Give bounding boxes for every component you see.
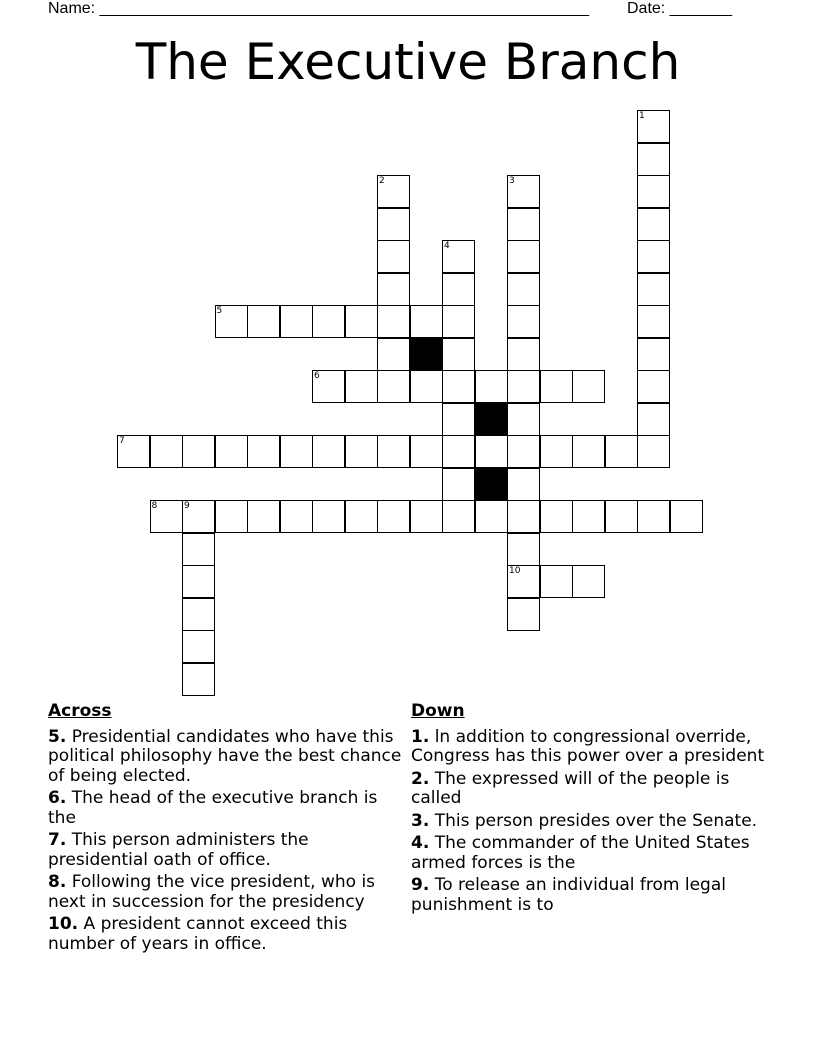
grid-cell[interactable] <box>280 435 313 468</box>
grid-cell[interactable] <box>442 240 475 273</box>
clue-down-4: 4. The commander of the United States armed forces is the <box>411 833 750 873</box>
grid-cell[interactable] <box>475 500 508 533</box>
clue-number: 10 <box>509 566 521 576</box>
grid-cell[interactable] <box>312 305 345 338</box>
grid-cell[interactable] <box>475 370 508 403</box>
grid-cell[interactable] <box>442 338 475 371</box>
grid-cell[interactable] <box>280 305 313 338</box>
page-title: The Executive Branch <box>135 33 681 91</box>
grid-cell[interactable] <box>410 370 443 403</box>
grid-cell[interactable] <box>507 403 540 436</box>
grid-cell[interactable] <box>637 403 670 436</box>
grid-cell[interactable] <box>442 403 475 436</box>
grid-cell[interactable] <box>507 240 540 273</box>
clue-number: 5 <box>216 306 223 316</box>
clue-down-3: 3. This person presides over the Senate. <box>411 810 758 831</box>
grid-cell[interactable] <box>150 435 183 468</box>
clue-number: 9 <box>184 501 190 511</box>
grid-cell[interactable] <box>507 338 540 371</box>
grid-cell[interactable] <box>605 435 638 468</box>
grid-cell[interactable] <box>345 305 378 338</box>
grid-cell[interactable] <box>377 175 410 208</box>
black-cell <box>475 468 508 501</box>
clue-across-10: 10. A president cannot exceed this number of years in office. <box>48 914 348 954</box>
grid-cell[interactable] <box>215 305 248 338</box>
grid-cell[interactable] <box>377 500 410 533</box>
grid-cell[interactable] <box>442 273 475 306</box>
grid-cell[interactable] <box>637 435 670 468</box>
grid-cell[interactable] <box>507 208 540 241</box>
clue-down-1: 1. ln addition to congressional override, Congress has this power over a president <box>411 726 765 766</box>
clue-number: 7 <box>119 436 125 446</box>
grid-cell[interactable] <box>247 305 280 338</box>
grid-cell[interactable] <box>507 533 540 566</box>
grid-cell[interactable] <box>637 273 670 306</box>
grid-cell[interactable] <box>215 435 248 468</box>
clue-across-5: 5. Presidential candidates who have this political philosophy have the best chance of being elected. <box>48 726 402 786</box>
grid-cell[interactable] <box>507 273 540 306</box>
clue-across-6: 6. The head of the executive branch is the <box>48 788 378 828</box>
grid-cell[interactable] <box>605 500 638 533</box>
grid-cell[interactable] <box>150 500 183 533</box>
grid-cell[interactable] <box>442 468 475 501</box>
grid-cell[interactable] <box>540 370 573 403</box>
grid-cell[interactable] <box>345 435 378 468</box>
grid-cell[interactable] <box>637 143 670 176</box>
grid-cell[interactable] <box>410 305 443 338</box>
clue-down-9: 9. To release an individual from legal punishment is to <box>411 875 726 915</box>
grid-cell[interactable] <box>182 663 215 696</box>
grid-cell[interactable] <box>637 338 670 371</box>
grid-cell[interactable] <box>637 305 670 338</box>
grid-cell[interactable] <box>377 240 410 273</box>
grid-cell[interactable] <box>637 500 670 533</box>
grid-cell[interactable] <box>637 110 670 143</box>
grid-cell[interactable] <box>637 208 670 241</box>
grid-cell[interactable] <box>312 500 345 533</box>
grid-cell[interactable] <box>247 435 280 468</box>
grid-cell[interactable] <box>312 370 345 403</box>
grid-cell[interactable] <box>540 500 573 533</box>
grid-cell[interactable] <box>377 435 410 468</box>
grid-cell[interactable] <box>507 500 540 533</box>
clue-number: 2 <box>379 176 385 186</box>
grid-cell[interactable] <box>247 500 280 533</box>
grid-cell[interactable] <box>182 630 215 663</box>
grid-cell[interactable] <box>637 370 670 403</box>
clue-across-7: 7. This person administers the presidential oath of office. <box>48 830 309 870</box>
grid-cell[interactable] <box>442 305 475 338</box>
grid-cell[interactable] <box>442 435 475 468</box>
grid-cell[interactable] <box>670 500 703 533</box>
across-heading: Across <box>48 701 112 721</box>
down-clues <box>411 702 771 918</box>
grid-cell[interactable] <box>377 370 410 403</box>
grid-cell[interactable] <box>182 565 215 598</box>
grid-cell[interactable] <box>312 435 345 468</box>
grid-cell[interactable] <box>182 435 215 468</box>
grid-cell[interactable] <box>507 565 540 598</box>
grid-cell[interactable] <box>540 565 573 598</box>
grid-cell[interactable] <box>182 533 215 566</box>
grid-cell[interactable] <box>572 370 605 403</box>
grid-cell[interactable] <box>540 435 573 468</box>
grid-cell[interactable] <box>377 305 410 338</box>
date-label: Date: _______ <box>627 0 732 17</box>
clue-number: 4 <box>444 241 450 251</box>
grid-cell[interactable] <box>637 175 670 208</box>
grid-cell[interactable] <box>572 500 605 533</box>
clue-across-8: 8. Following the vice president, who is next in succession for the presidency <box>48 872 376 912</box>
black-cell <box>410 338 443 371</box>
grid-cell[interactable] <box>572 435 605 468</box>
grid-cell[interactable] <box>410 500 443 533</box>
grid-cell[interactable] <box>345 370 378 403</box>
grid-cell[interactable] <box>377 273 410 306</box>
down-heading: Down <box>411 701 465 721</box>
clue-number: 6 <box>314 371 320 381</box>
grid-cell[interactable] <box>182 500 215 533</box>
grid-cell[interactable] <box>377 208 410 241</box>
grid-cell[interactable] <box>117 435 150 468</box>
grid-cell[interactable] <box>215 500 248 533</box>
grid-cell[interactable] <box>442 370 475 403</box>
name-label: Name: _______________________________________________________ <box>48 0 589 17</box>
clue-number: 8 <box>151 501 158 511</box>
clue-number: 3 <box>509 176 515 186</box>
clue-number: 1 <box>639 111 645 121</box>
grid-cell[interactable] <box>280 500 313 533</box>
black-cell <box>475 403 508 436</box>
grid-cell[interactable] <box>345 500 378 533</box>
grid-cell[interactable] <box>182 598 215 631</box>
grid-cell[interactable] <box>507 435 540 468</box>
grid-cell[interactable] <box>507 598 540 631</box>
across-clues <box>48 702 403 957</box>
clue-down-2: 2. The expressed will of the people is called <box>411 768 730 808</box>
grid-cell[interactable] <box>442 500 475 533</box>
grid-cell[interactable] <box>572 565 605 598</box>
grid-cell[interactable] <box>507 468 540 501</box>
grid-cell[interactable] <box>507 370 540 403</box>
grid-cell[interactable] <box>410 435 443 468</box>
grid-cell[interactable] <box>475 435 508 468</box>
grid-cell[interactable] <box>637 240 670 273</box>
grid-cell[interactable] <box>507 175 540 208</box>
grid-cell[interactable] <box>377 338 410 371</box>
grid-cell[interactable] <box>507 305 540 338</box>
